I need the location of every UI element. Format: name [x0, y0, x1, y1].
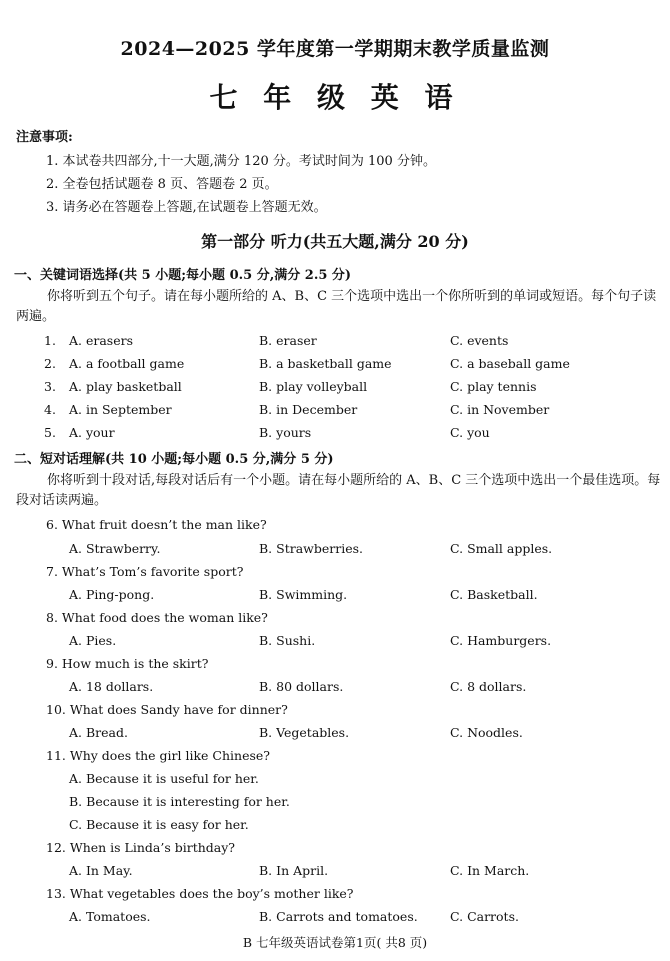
notice-heading: 注意事项:: [16, 130, 73, 145]
section-heading: 一、关键词语选择(共 5 小题;每小题 0.5 分,满分 2.5 分): [14, 268, 352, 283]
option-a: A. Strawberry.: [69, 541, 161, 556]
option-c: C. Noodles.: [450, 725, 523, 740]
option-b: B. 80 dollars.: [259, 679, 344, 694]
option-b: B. Vegetables.: [259, 725, 350, 740]
option-row: [0, 333, 670, 353]
option-b: B. Swimming.: [259, 587, 348, 602]
option-b: B. a basketball game: [259, 356, 392, 371]
option-a: A. Bread.: [69, 725, 128, 740]
question: 6. What fruit doesn’t the man like?: [46, 517, 267, 532]
option-row: [0, 771, 670, 791]
part-title: 第一部分 听力(共五大题,满分 20 分): [201, 232, 469, 251]
notice-item: 2. 全卷包括试题卷 8 页、答题卷 2 页。: [46, 177, 278, 192]
section-heading: 二、短对话理解(共 10 小题;每小题 0.5 分,满分 5 分): [14, 452, 334, 467]
question: 12. When is Linda’s birthday?: [46, 840, 235, 855]
option-b: B. In April.: [259, 863, 329, 878]
option-c: C. Small apples.: [450, 541, 553, 556]
option-a: A. Pies.: [69, 633, 117, 648]
option-c: C. in November: [450, 402, 550, 417]
question: 11. Why does the girl like Chinese?: [46, 748, 271, 763]
option-b: B. Sushi.: [259, 633, 316, 648]
option-c: C. Basketball.: [450, 587, 538, 602]
option-a: A. Ping-pong.: [69, 587, 155, 602]
exam-subject: 七 年 级 英 语: [209, 81, 461, 114]
option-c: C. play tennis: [450, 379, 537, 394]
option-a: A. erasers: [69, 333, 134, 348]
option-row: [0, 679, 670, 699]
option-a: A. a football game: [69, 356, 185, 371]
option-a: A. In May.: [69, 863, 133, 878]
option-a: A. in September: [69, 402, 172, 417]
option-c: C. Hamburgers.: [450, 633, 552, 648]
option-row: [0, 909, 670, 929]
option-row: [0, 425, 670, 445]
page-footer: B 七年级英语试卷第1页( 共8 页): [242, 935, 428, 950]
option-b: B. eraser: [259, 333, 317, 348]
question: 10. What does Sandy have for dinner?: [46, 702, 288, 717]
question: 9. How much is the skirt?: [46, 656, 209, 671]
option-row: [0, 356, 670, 376]
question: 8. What food does the woman like?: [46, 610, 268, 625]
item-number: 4.: [44, 402, 56, 417]
option-c: C. 8 dollars.: [450, 679, 527, 694]
option-c: C. events: [450, 333, 509, 348]
option-c: C. Because it is easy for her.: [69, 817, 249, 832]
option-row: [0, 863, 670, 883]
option-a: A. play basketball: [69, 379, 182, 394]
item-number: 5.: [44, 425, 56, 440]
option-c: C. Carrots.: [450, 909, 519, 924]
section-instruction: 你将听到五个句子。请在每小题所给的 A、B、C 三个选项中选出一个你所听到的单词或短语。每个句子读两遍。: [16, 289, 657, 324]
option-row: [0, 587, 670, 607]
item-number: 3.: [44, 379, 56, 394]
exam-title: 2024—2025 学年度第一学期期末教学质量监测: [120, 38, 550, 60]
question: 7. What’s Tom’s favorite sport?: [46, 564, 244, 579]
option-c: C. you: [450, 425, 490, 440]
option-row: [0, 725, 670, 745]
option-b: B. in December: [259, 402, 358, 417]
option-row: [0, 402, 670, 422]
option-a: A. your: [69, 425, 115, 440]
option-row: [0, 817, 670, 837]
option-row: [0, 379, 670, 399]
option-b: B. play volleyball: [259, 379, 368, 394]
option-a: A. Tomatoes.: [69, 909, 151, 924]
option-a: A. Because it is useful for her.: [69, 771, 259, 786]
option-row: [0, 541, 670, 561]
item-number: 1.: [44, 333, 56, 348]
option-b: B. Because it is interesting for her.: [69, 794, 290, 809]
option-b: B. yours: [259, 425, 312, 440]
option-row: [0, 794, 670, 814]
option-b: B. Strawberries.: [259, 541, 363, 556]
question: 13. What vegetables does the boy’s mother like?: [46, 886, 354, 901]
notice-item: 1. 本试卷共四部分,十一大题,满分 120 分。考试时间为 100 分钟。: [46, 154, 436, 169]
option-a: A. 18 dollars.: [69, 679, 154, 694]
item-number: 2.: [44, 356, 56, 371]
option-c: C. In March.: [450, 863, 530, 878]
option-row: [0, 633, 670, 653]
section-instruction: 你将听到十段对话,每段对话后有一个小题。请在每小题所给的 A、B、C 三个选项中选出一个最佳选项。每段对话读两遍。: [16, 473, 661, 508]
notice-item: 3. 请务必在答题卷上答题,在试题卷上答题无效。: [46, 200, 327, 215]
option-c: C. a baseball game: [450, 356, 570, 371]
option-b: B. Carrots and tomatoes.: [259, 909, 418, 924]
